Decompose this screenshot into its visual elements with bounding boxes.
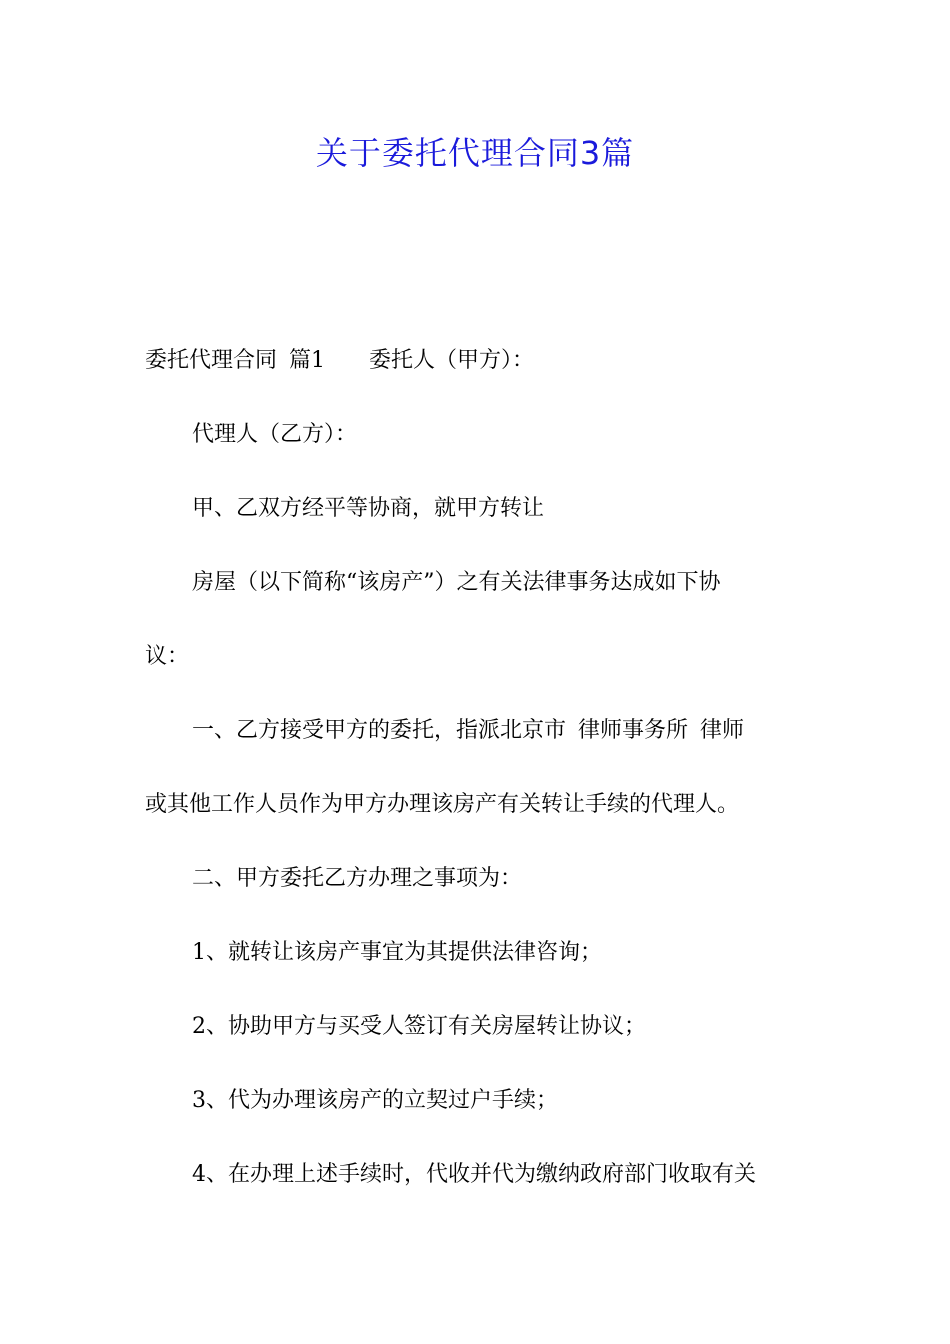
document-title: 关于委托代理合同3篇 [315, 134, 635, 172]
item-2: 2、协助甲方与买受人签订有关房屋转让协议； [192, 1014, 646, 1039]
party-a-label: 委托人（甲方）： [369, 348, 535, 373]
law-firm-text: 律师事务所 [578, 718, 689, 743]
clause-one-text: 一、乙方接受甲方的委托，指派北京市 [192, 718, 567, 743]
item-1: 1、就转让该房产事宜为其提供法律咨询； [192, 940, 602, 965]
paragraph-property: 房屋（以下简称“该房产”）之有关法律事务达成如下协 [192, 570, 721, 595]
contract-heading-line [145, 346, 815, 376]
party-b-label: 代理人（乙方）： [192, 422, 358, 447]
paragraph-property-cont: 议： [145, 644, 190, 669]
clause-one-line [192, 716, 862, 746]
clause-one-cont: 或其他工作人员作为甲方办理该房产有关转让手续的代理人。 [145, 792, 740, 817]
item-3: 3、代为办理该房产的立契过户手续； [192, 1088, 558, 1113]
paragraph-negotiation: 甲、乙双方经平等协商，就甲方转让 [192, 496, 545, 521]
clause-two: 二、甲方委托乙方办理之事项为： [192, 866, 523, 891]
section-name: 委托代理合同 [145, 348, 278, 373]
item-4: 4、在办理上述手续时，代收并代为缴纳政府部门收取有关 [192, 1162, 756, 1187]
part-number: 篇1 [289, 348, 326, 373]
lawyer-text: 律师 [700, 718, 745, 743]
